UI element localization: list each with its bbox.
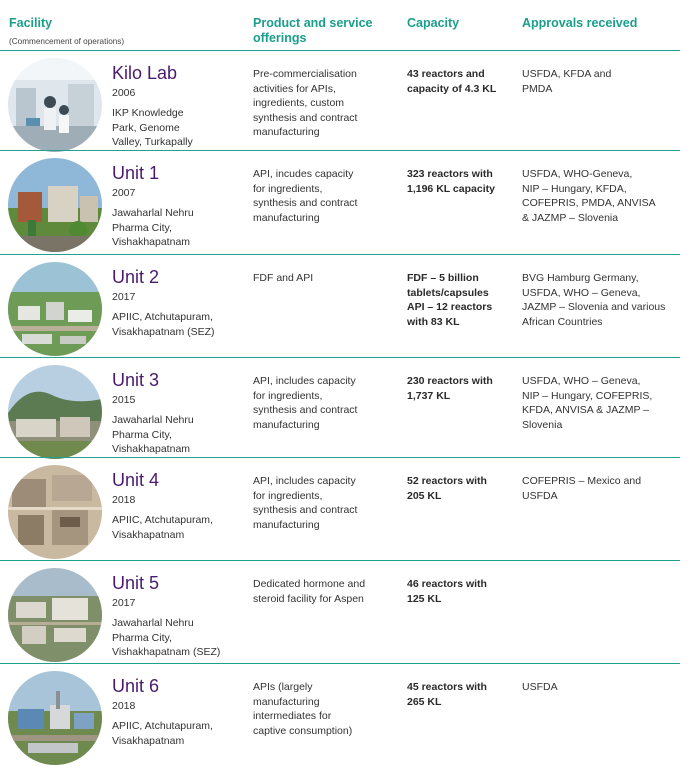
facility-name: Unit 4 — [112, 470, 160, 490]
facility-location — [112, 616, 247, 660]
location-line: APIIC, Atchutapuram, — [112, 720, 213, 732]
offering-cell-line: manufacturing — [253, 695, 320, 708]
capacity-cell — [407, 680, 515, 709]
offering-cell — [253, 577, 398, 606]
facility-location — [112, 413, 247, 457]
capacity-cell-line: 1,196 KL capacity — [407, 182, 495, 195]
hill-plant-photo — [8, 365, 102, 459]
location-line: Park, Genome — [112, 121, 180, 134]
offering-cell-line: synthesis and contract — [253, 111, 358, 124]
offering-cell-line: APIs (largely — [253, 681, 313, 693]
offering-cell — [253, 374, 398, 432]
location-line: Jawaharlal Nehru — [112, 617, 194, 629]
lab-photo — [8, 58, 102, 152]
approvals-cell-line: NIP – Hungary, KFDA, — [522, 182, 627, 195]
commencement-year: 2017 — [112, 597, 136, 609]
location-line: Visakhapatnam — [112, 734, 185, 747]
header-approvals: Approvals received — [522, 16, 638, 30]
facility-cell — [112, 470, 247, 542]
approvals-cell-line: PMDA — [522, 82, 553, 95]
location-line: Vishakhapatnam — [112, 443, 191, 455]
capacity-cell — [407, 67, 515, 96]
location-line: Vishakhapatnam (SEZ) — [112, 646, 221, 658]
offering-cell-line: for ingredients, — [253, 389, 323, 402]
commencement-year: 2006 — [112, 87, 136, 99]
aerial-campus-photo — [8, 568, 102, 662]
capacity-cell-line: 205 KL — [407, 489, 442, 502]
capacity-cell-line: with 83 KL — [407, 315, 460, 328]
industrial-photo — [8, 671, 102, 765]
facility-cell — [112, 163, 247, 250]
offering-cell-line: API, incudes capacity — [253, 168, 354, 180]
capacity-cell — [407, 271, 515, 329]
offering-cell-line: for ingredients, — [253, 182, 323, 195]
capacity-cell-line: 45 reactors with — [407, 681, 487, 693]
capacity-cell-line: 230 reactors with — [407, 375, 493, 387]
capacity-cell-line: 43 reactors and — [407, 68, 485, 80]
location-line: Jawaharlal Nehru — [112, 207, 194, 219]
commencement-year: 2015 — [112, 394, 136, 406]
offering-cell-line: activities for APIs, — [253, 82, 336, 95]
approvals-cell — [522, 680, 682, 695]
commencement-year: 2018 — [112, 700, 136, 712]
approvals-cell-line: USFDA, KFDA and — [522, 68, 612, 80]
commencement-year: 2018 — [112, 494, 136, 506]
approvals-cell-line: USFDA — [522, 489, 558, 502]
offering-cell-line: synthesis and contract — [253, 404, 358, 416]
capacity-cell-line: 125 KL — [407, 592, 442, 605]
approvals-cell-line: NIP – Hungary, COFEPRIS, — [522, 389, 653, 402]
facility-row — [0, 462, 680, 562]
offering-cell-line: FDF and API — [253, 272, 314, 284]
offering-cell-line: for ingredients, — [253, 489, 323, 502]
approvals-cell-line: USFDA, WHO – Geneva, — [522, 286, 641, 299]
facility-location — [112, 106, 247, 150]
facility-row — [0, 55, 680, 155]
facility-cell — [112, 267, 247, 339]
plant-photo — [8, 158, 102, 252]
header-capacity: Capacity — [407, 16, 460, 30]
location-line: Valley, Turkapally — [112, 136, 193, 148]
capacity-cell-line: 52 reactors with — [407, 475, 487, 487]
location-line: Vishakhapatnam — [112, 236, 191, 248]
facility-location — [112, 719, 247, 748]
approvals-cell-line: BVG Hamburg Germany, — [522, 272, 639, 284]
location-line: Visakhapatnam — [112, 528, 185, 541]
location-line: Visakhapatnam (SEZ) — [112, 325, 215, 338]
offering-cell — [253, 474, 398, 532]
location-line: APIIC, Atchutapuram, — [112, 311, 213, 323]
offering-cell-line: API, includes capacity — [253, 375, 356, 387]
capacity-cell-line: 1,737 KL — [407, 389, 451, 402]
location-line: IKP Knowledge — [112, 107, 184, 119]
facility-name: Unit 3 — [112, 370, 160, 390]
header-facility: Facility — [9, 16, 53, 30]
facility-name: Unit 6 — [112, 676, 160, 696]
offering-cell — [253, 271, 398, 286]
facility-name: Unit 1 — [112, 163, 160, 183]
approvals-cell-line: COFEPRIS – Mexico and — [522, 475, 642, 487]
capacity-cell — [407, 577, 515, 606]
offering-cell-line: manufacturing — [253, 418, 320, 431]
facility-name: Unit 2 — [112, 267, 160, 287]
site-photo — [8, 465, 102, 559]
capacity-cell-line: 323 reactors with — [407, 168, 493, 180]
offering-cell-line: captive consumption) — [253, 724, 353, 737]
approvals-cell — [522, 271, 682, 329]
row-divider — [0, 254, 680, 255]
facility-location — [112, 513, 247, 542]
offering-cell-line: intermediates for — [253, 710, 332, 722]
facility-cell — [112, 573, 247, 660]
approvals-cell-line: JAZMP – Slovenia and various — [522, 301, 666, 313]
facility-row — [0, 668, 680, 768]
capacity-cell-line: 265 KL — [407, 695, 442, 708]
approvals-cell — [522, 474, 682, 503]
offering-cell-line: manufacturing — [253, 518, 320, 531]
row-divider — [0, 50, 680, 51]
approvals-cell-line: Slovenia — [522, 418, 563, 431]
facility-location — [112, 310, 247, 339]
approvals-cell-line: & JAZMP – Slovenia — [522, 211, 619, 224]
offering-cell-line: Pre-commercialisation — [253, 68, 357, 80]
approvals-cell — [522, 374, 682, 432]
capacity-cell — [407, 374, 515, 403]
offering-cell — [253, 67, 398, 140]
offering-cell-line: steroid facility for Aspen — [253, 592, 364, 605]
location-line: APIIC, Atchutapuram, — [112, 514, 213, 526]
facility-row — [0, 362, 680, 462]
approvals-cell-line: African Countries — [522, 315, 603, 328]
commencement-year: 2007 — [112, 187, 136, 199]
facility-name: Unit 5 — [112, 573, 160, 593]
approvals-cell — [522, 67, 682, 96]
row-divider — [0, 150, 680, 151]
location-line: Pharma City, — [112, 221, 172, 234]
facility-location — [112, 206, 247, 250]
offering-cell-line: synthesis and contract — [253, 504, 358, 516]
facility-cell — [112, 63, 247, 150]
capacity-cell-line: tablets/capsules — [407, 286, 489, 299]
facility-row — [0, 155, 680, 255]
offering-cell — [253, 167, 398, 225]
approvals-cell-line: USFDA, WHO-Geneva, — [522, 168, 633, 180]
offering-cell-line: ingredients, custom — [253, 97, 345, 109]
capacity-cell-line: FDF – 5 billion — [407, 272, 479, 284]
approvals-cell-line: USFDA — [522, 681, 558, 693]
header-product: Product and service offerings — [253, 16, 373, 45]
capacity-cell-line: API – 12 reactors — [407, 301, 493, 313]
offering-cell — [253, 680, 398, 738]
location-line: Pharma City, — [112, 631, 172, 644]
row-divider — [0, 560, 680, 561]
row-divider — [0, 357, 680, 358]
capacity-cell — [407, 167, 515, 196]
facility-cell — [112, 370, 247, 457]
row-divider — [0, 663, 680, 664]
approvals-cell-line: COFEPRIS, PMDA, ANVISA — [522, 197, 656, 209]
offering-cell-line: manufacturing — [253, 126, 320, 138]
location-line: Pharma City, — [112, 428, 172, 441]
capacity-cell — [407, 474, 515, 503]
offering-cell-line: synthesis and contract — [253, 197, 358, 209]
approvals-cell-line: USFDA, WHO – Geneva, — [522, 375, 641, 387]
commencement-year: 2017 — [112, 291, 136, 303]
approvals-cell — [522, 167, 682, 225]
offering-cell-line: manufacturing — [253, 211, 320, 224]
offering-cell-line: API, includes capacity — [253, 475, 356, 487]
facility-row — [0, 259, 680, 359]
header-facility-sub: (Commencement of operations) — [9, 37, 125, 46]
facility-row — [0, 565, 680, 665]
aerial-photo — [8, 262, 102, 356]
location-line: Jawaharlal Nehru — [112, 414, 194, 426]
row-divider — [0, 457, 680, 458]
capacity-cell-line: capacity of 4.3 KL — [407, 82, 497, 95]
offering-cell-line: Dedicated hormone and — [253, 578, 366, 590]
facility-name: Kilo Lab — [112, 63, 178, 83]
capacity-cell-line: 46 reactors with — [407, 578, 487, 590]
facility-cell — [112, 676, 247, 748]
approvals-cell-line: KFDA, ANVISA & JAZMP – — [522, 404, 650, 416]
